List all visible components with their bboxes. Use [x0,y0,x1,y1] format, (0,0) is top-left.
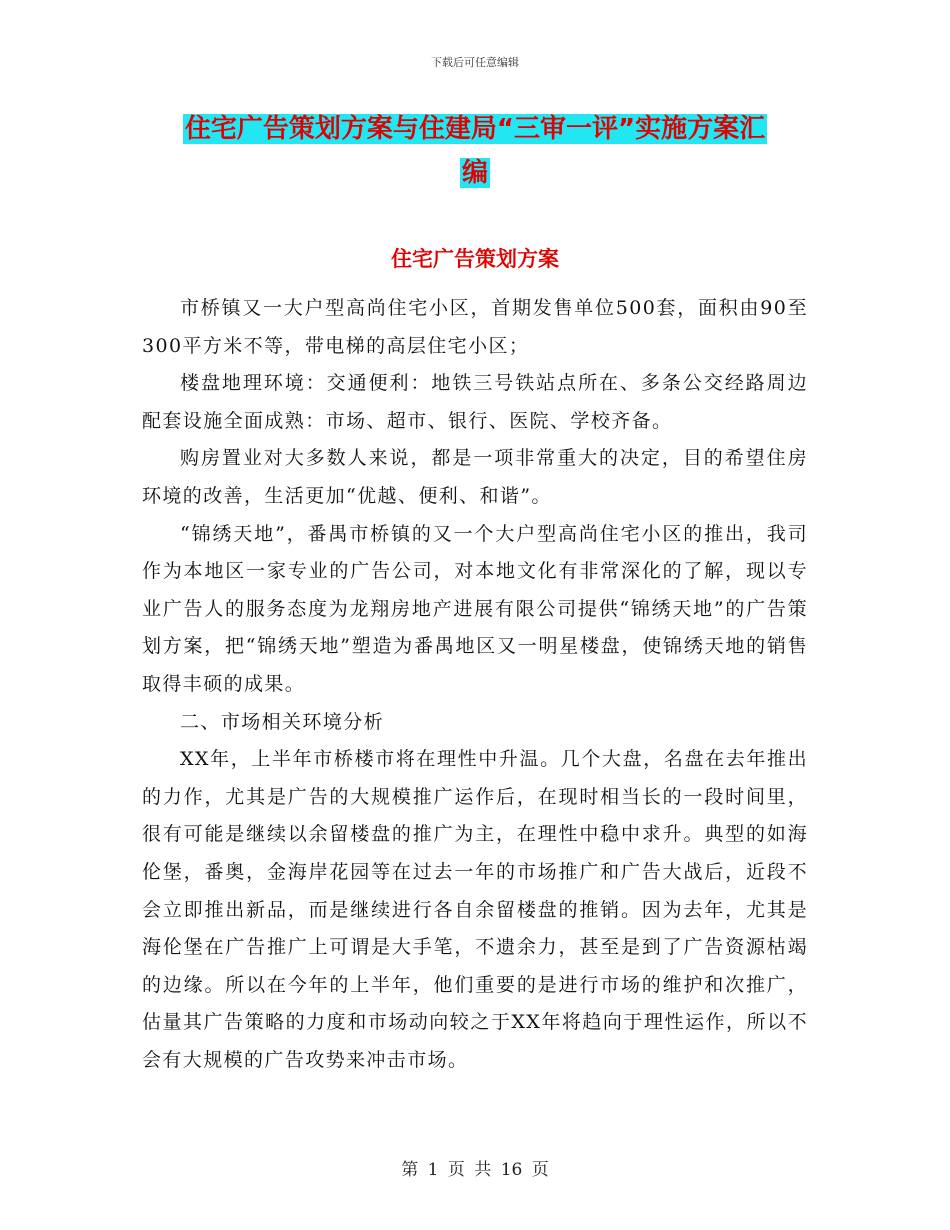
paragraph-1: 市桥镇又一大户型高尚住宅小区，首期发售单位500套，面积由90至300平方米不等，带电梯的高层住宅小区； [142,297,808,357]
page-number-footer: 第 1 页 共 16 页 [401,1160,549,1180]
document-title-highlight-2: 编 [461,158,488,188]
paragraph-2: 楼盘地理环境：交通便利：地铁三号铁站点所在、多条公交经路周边配套设施全面成熟：市场、超市、银行、医院、学校齐备。 [142,372,808,432]
paragraph-4: “锦绣天地”，番禺市桥镇的又一个大户型高尚住宅小区的推出，我司作为本地区一家专业的广告公司，对本地文化有非常深化的了解，现以专业广告人的服务态度为龙翔房地产进展有限公司提供“锦绣天地”的广告策划方案，把“锦绣天地”塑造为番禺地区又一明星楼盘，使锦绣天地的销售取得丰硕的成果。 [142,522,808,695]
subsection-heading: 二、市场相关环境分析 [180,710,385,733]
document-title-line-1 [140,106,810,152]
document-body [142,290,808,1079]
document-title-highlight-1: 住宅广告策划方案与住建局“三审一评”实施方案汇 [184,114,766,144]
document-title-line-2 [140,150,810,196]
paragraph-5: XX年，上半年市桥楼市将在理性中升温。几个大盘，名盘在去年推出的力作，尤其是广告的大规模推广运作后，在现时相当长的一段时间里，很有可能是继续以余留楼盘的推广为主，在理性中稳中求升。典型的如海伦堡，番奥，金海岸花园等在过去一年的市场推广和广告大战后，近段不会立即推出新品，而是继续进行各自余留楼盘的推销。因为去年，尤其是海伦堡在广告推广上可谓是大手笔，不遗余力，甚至是到了广告资源枯竭的边缘。所以在今年的上半年，他们重要的是进行市场的维护和次推广，估量其广告策略的力度和市场动向较之于XX年将趋向于理性运作，所以不会有大规模的广告攻势来冲击市场。 [142,748,808,1071]
section-title: 住宅广告策划方案 [391,247,559,271]
paragraph-3: 购房置业对大多数人来说，都是一项非常重大的决定，目的希望住房环境的改善，生活更加“优越、便利、和谐”。 [142,447,808,507]
header-note: 下载后可任意编辑 [431,56,519,69]
